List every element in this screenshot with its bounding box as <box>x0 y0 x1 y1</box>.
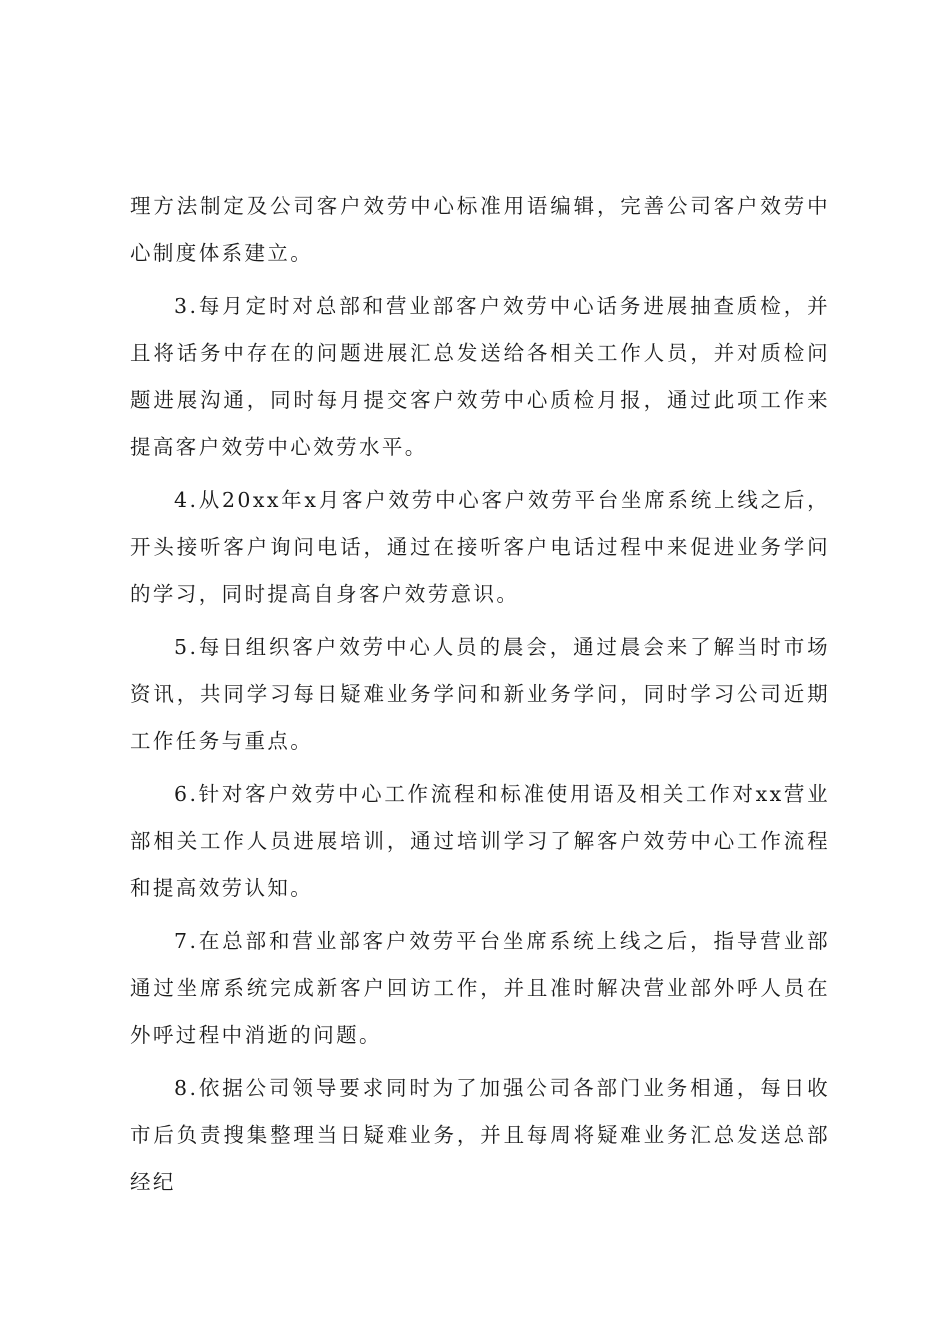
paragraph-item-4: 4.从20xx年x月客户效劳中心客户效劳平台坐席系统上线之后，开头接听客户询问电话，通过在接听客户电话过程中来促进业务学问的学习，同时提高自身客户效劳意识。 <box>130 488 830 606</box>
paragraph-item-6: 6.针对客户效劳中心工作流程和标准使用语及相关工作对xx营业部相关工作人员进展培训，通过培训学习了解客户效劳中心工作流程和提高效劳认知。 <box>130 782 830 900</box>
document-body <box>130 183 830 1206</box>
paragraph-item-3: 3.每月定时对总部和营业部客户效劳中心话务进展抽查质检，并且将话务中存在的问题进展汇总发送给各相关工作人员，并对质检问题进展沟通，同时每月提交客户效劳中心质检月报，通过此项工作来提高客户效劳中心效劳水平。 <box>130 294 830 459</box>
paragraph-item-5: 5.每日组织客户效劳中心人员的晨会，通过晨会来了解当时市场资讯，共同学习每日疑难业务学问和新业务学问，同时学习公司近期工作任务与重点。 <box>130 635 830 753</box>
paragraph-continuation: 理方法制定及公司客户效劳中心标准用语编辑，完善公司客户效劳中心制度体系建立。 <box>130 194 830 265</box>
paragraph-item-7: 7.在总部和营业部客户效劳平台坐席系统上线之后，指导营业部通过坐席系统完成新客户回访工作，并且准时解决营业部外呼人员在外呼过程中消逝的问题。 <box>130 929 830 1047</box>
paragraph-item-8: 8.依据公司领导要求同时为了加强公司各部门业务相通，每日收市后负责搜集整理当日疑难业务，并且每周将疑难业务汇总发送总部经纪 <box>130 1076 830 1194</box>
